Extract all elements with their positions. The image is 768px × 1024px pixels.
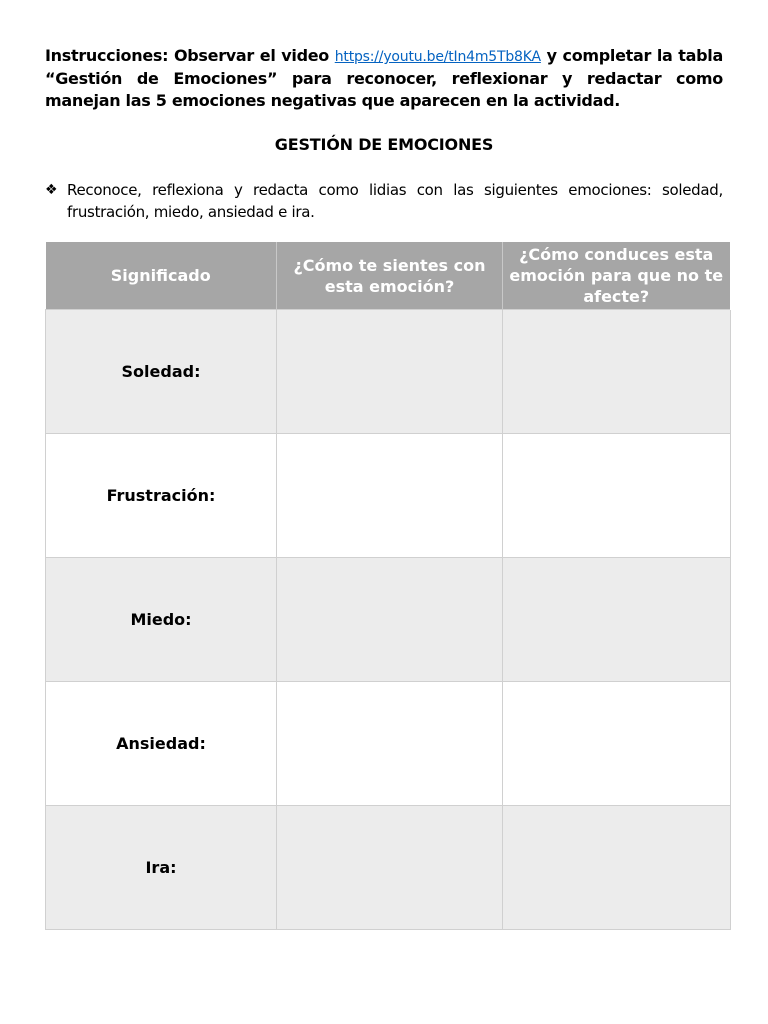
emotion-label-miedo: Miedo:	[46, 558, 277, 682]
emotion-label-soledad: Soledad:	[46, 310, 277, 434]
table-row	[46, 682, 731, 806]
manage-cell[interactable]	[503, 310, 731, 434]
table-row	[46, 558, 731, 682]
instructions-paragraph	[45, 45, 723, 112]
table-header-row	[46, 242, 731, 310]
feel-cell[interactable]	[277, 682, 503, 806]
feel-cell[interactable]	[277, 310, 503, 434]
manage-cell[interactable]	[503, 558, 731, 682]
emotion-label-ira: Ira:	[46, 806, 277, 930]
instructions-lead: Instrucciones: Observar el video	[45, 46, 335, 65]
diamond-bullet-icon: ❖	[45, 182, 58, 198]
header-como-conduces: ¿Cómo conduces esta emoción para que no te afecte?	[503, 242, 731, 310]
instructions-rest: y completar la tabla “Gestión de Emociones” para reconocer, reflexionar y redactar como manejan las 5 emociones negativas que aparecen en la actividad.	[45, 46, 723, 110]
table-row	[46, 806, 731, 930]
video-link[interactable]: https://youtu.be/tIn4m5Tb8KA	[334, 49, 541, 65]
feel-cell[interactable]	[277, 806, 503, 930]
emotion-label-ansiedad: Ansiedad:	[46, 682, 277, 806]
document-page	[45, 45, 724, 877]
bullet-item	[45, 179, 723, 223]
document-title: GESTIÓN DE EMOCIONES	[274, 135, 494, 154]
emotions-table	[45, 242, 732, 930]
manage-cell[interactable]	[503, 434, 731, 558]
feel-cell[interactable]	[277, 434, 503, 558]
manage-cell[interactable]	[503, 682, 731, 806]
table-row	[46, 434, 731, 558]
table-row	[46, 310, 731, 434]
feel-cell[interactable]	[277, 558, 503, 682]
header-como-te-sientes: ¿Cómo te sientes con esta emoción?	[277, 242, 503, 310]
header-significado: Significado	[46, 242, 277, 310]
manage-cell[interactable]	[503, 806, 731, 930]
emotion-label-frustracion: Frustración:	[46, 434, 277, 558]
bullet-text: Reconoce, reflexiona y redacta como lidias con las siguientes emociones: soledad, frustración, miedo, ansiedad e ira.	[67, 181, 723, 221]
